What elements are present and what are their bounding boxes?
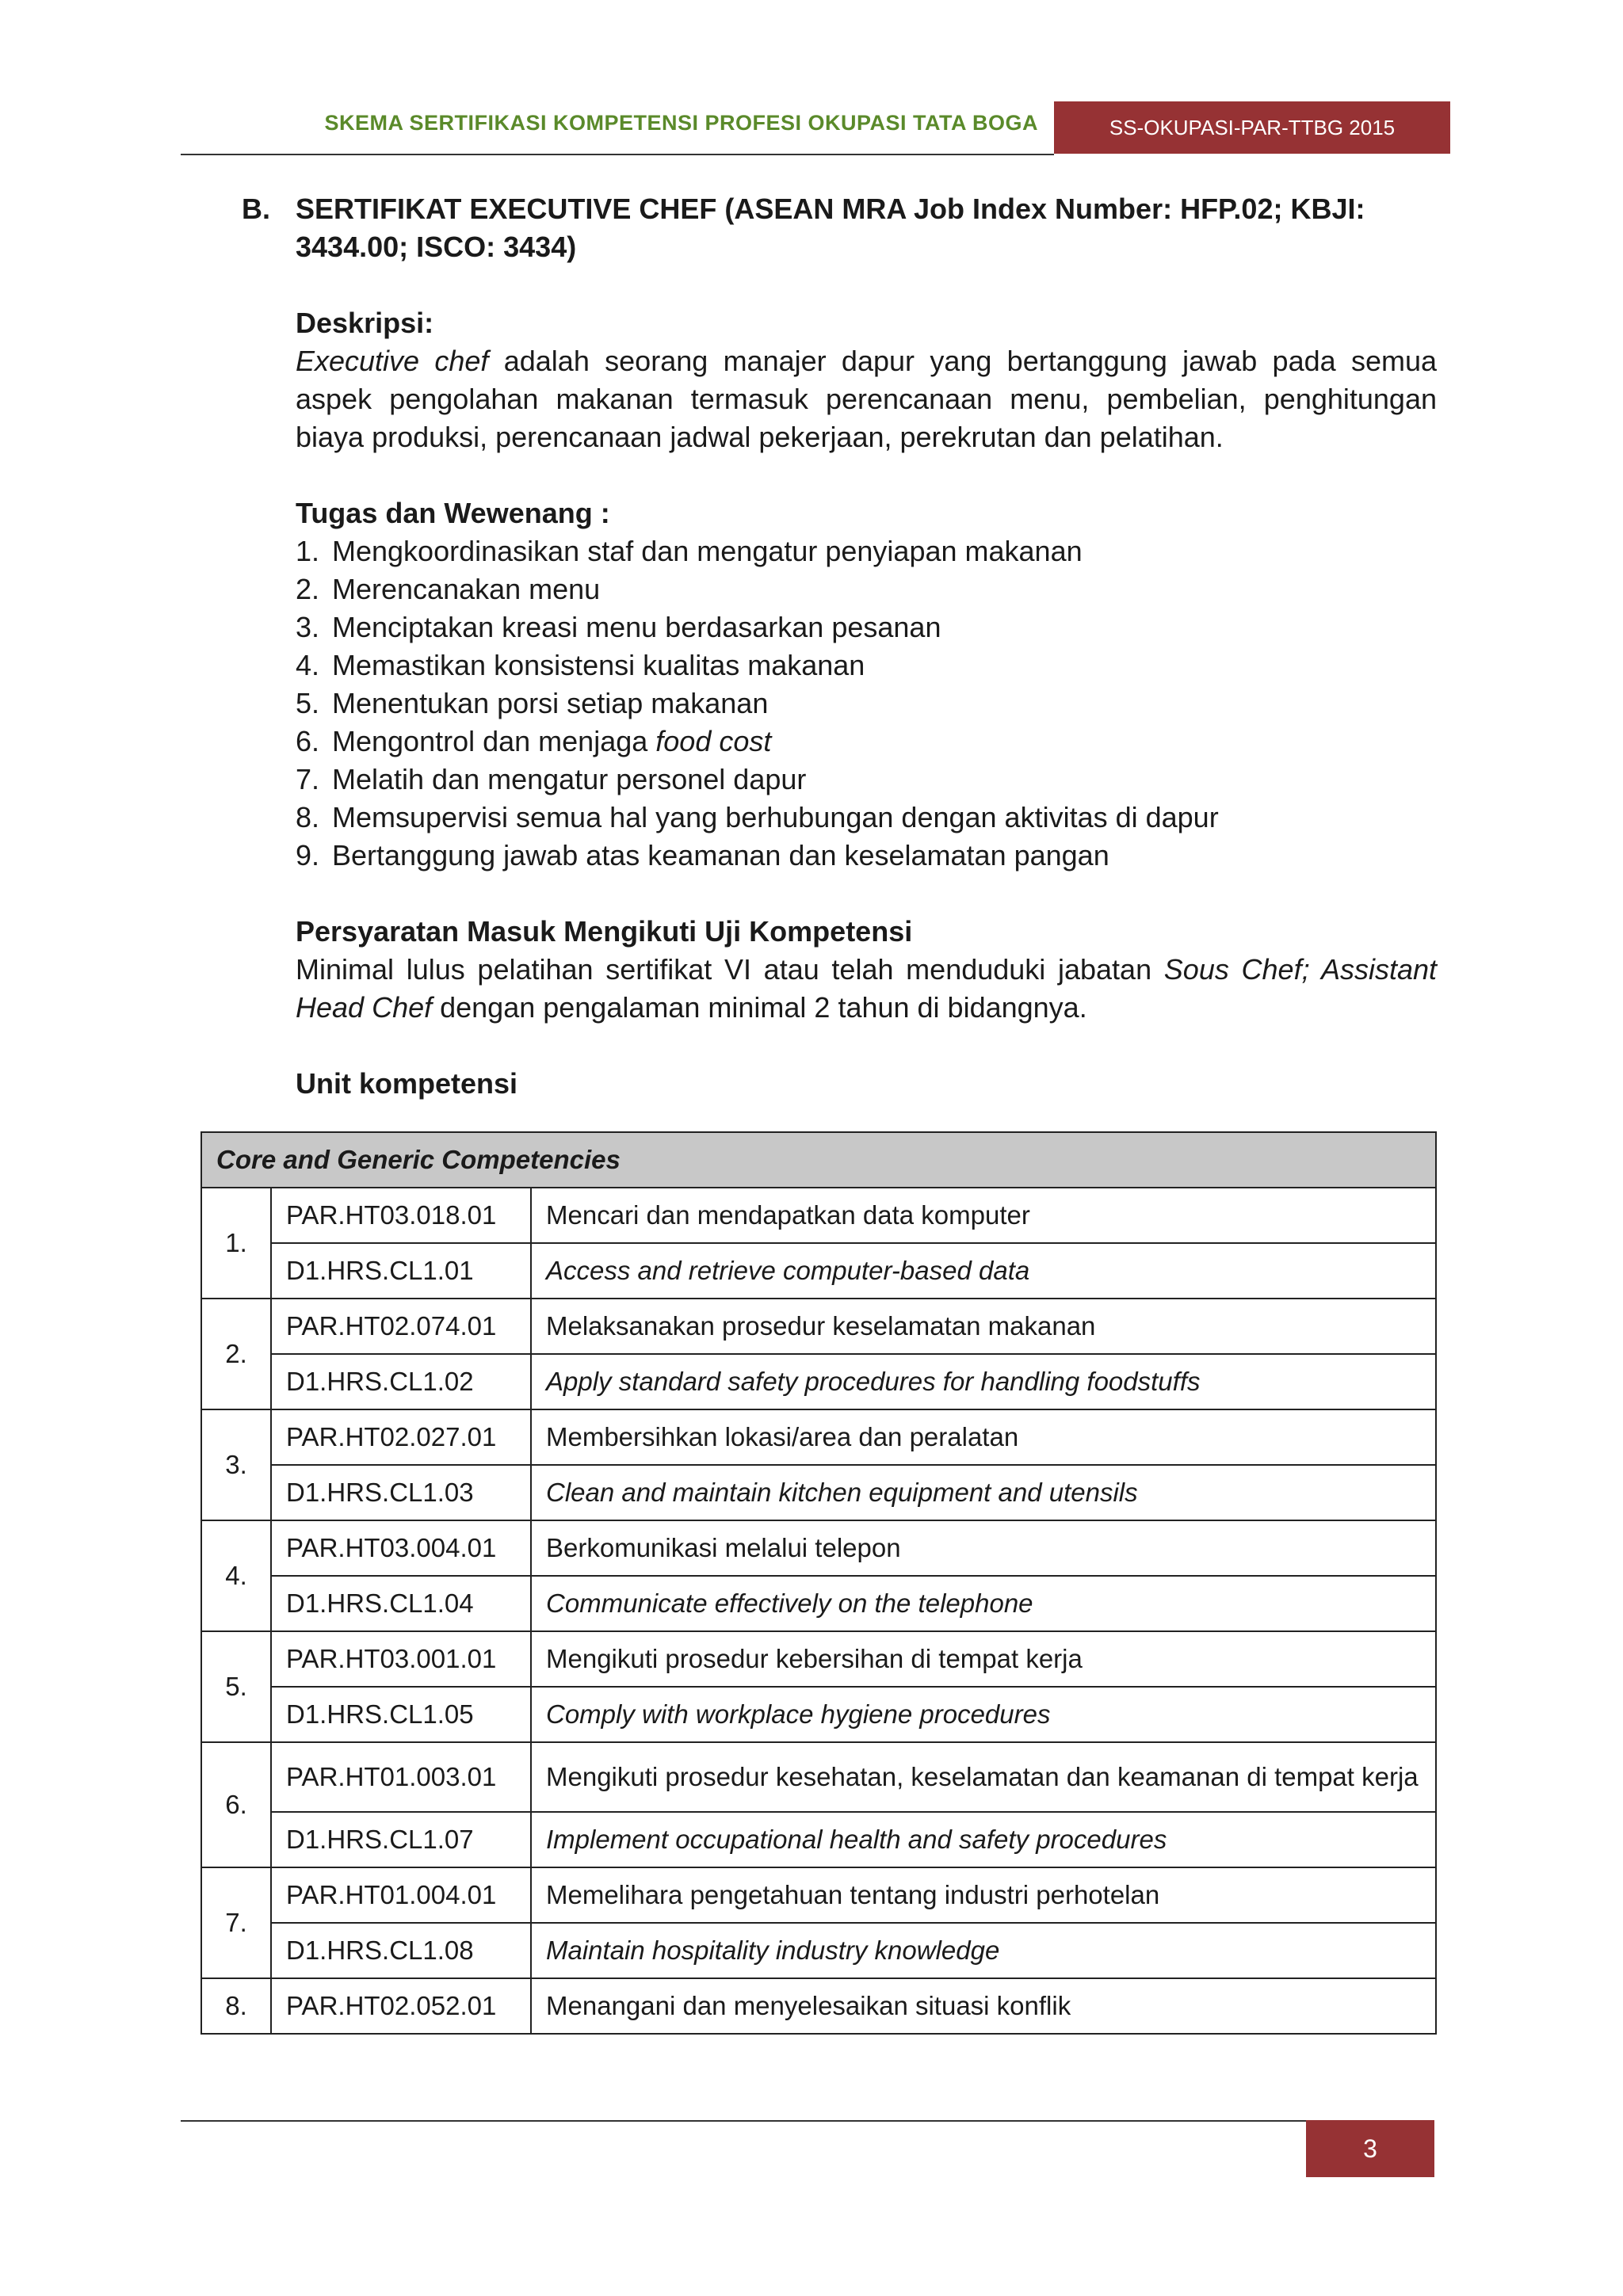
unit-code: PAR.HT03.004.01 [271, 1520, 531, 1576]
table-row [201, 1687, 1436, 1742]
list-item [296, 608, 1437, 646]
footer-divider [181, 2120, 1306, 2122]
table-row [201, 1923, 1436, 1978]
list-item [296, 799, 1437, 837]
list-item [296, 646, 1437, 685]
section-title-text: SERTIFIKAT EXECUTIVE CHEF (ASEAN MRA Job Index Number: HFP.02; KBJI: 3434.00; ISCO: 3434) [296, 193, 1365, 263]
list-text: Mengkoordinasikan staf dan mengatur penyiapan makanan [332, 535, 1083, 567]
row-number: 6. [201, 1742, 271, 1867]
list-item [296, 837, 1437, 875]
list-number: 3. [296, 611, 320, 643]
section-title [242, 190, 1437, 266]
list-number: 5. [296, 687, 320, 719]
row-number: 3. [201, 1409, 271, 1520]
list-text: Merencanakan menu [332, 573, 601, 605]
list-number: 6. [296, 725, 320, 757]
list-number: 7. [296, 763, 320, 795]
unit-code-asean: D1.HRS.CL1.03 [271, 1465, 531, 1520]
header-title: SKEMA SERTIFIKASI KOMPETENSI PROFESI OKUPASI TATA BOGA [324, 111, 1038, 135]
list-text: Mengontrol dan menjaga [332, 725, 656, 757]
unit-code: PAR.HT01.004.01 [271, 1867, 531, 1923]
list-text: Memastikan konsistensi kualitas makanan [332, 649, 865, 681]
table-row [201, 1812, 1436, 1867]
list-number: 2. [296, 573, 320, 605]
unit-title-id: Melaksanakan prosedur keselamatan makanan [531, 1299, 1436, 1354]
row-number: 1. [201, 1188, 271, 1299]
list-text: Memsupervisi semua hal yang berhubungan dengan aktivitas di dapur [332, 801, 1219, 833]
unit-title-en: Implement occupational health and safety procedures [531, 1812, 1436, 1867]
deskripsi-body: adalah seorang manajer dapur yang bertanggung jawab pada semua aspek pengolahan makanan termasuk perencanaan menu, pembelian, penghitungan biaya produksi, perencanaan jadwal pekerjaan, perekrutan dan pelatihan. [296, 345, 1437, 453]
list-item [296, 761, 1437, 799]
deskripsi-heading: Deskripsi: [296, 307, 434, 339]
row-number: 7. [201, 1867, 271, 1978]
persyaratan-pre: Minimal lulus pelatihan sertifikat VI atau telah menduduki jabatan [296, 953, 1164, 986]
table-row [201, 1465, 1436, 1520]
row-number: 4. [201, 1520, 271, 1631]
list-number: 4. [296, 649, 320, 681]
unit-code-asean: D1.HRS.CL1.04 [271, 1576, 531, 1631]
table-row [201, 1243, 1436, 1299]
list-item [296, 685, 1437, 723]
main-content [242, 190, 1437, 1103]
deskripsi-lead: Executive chef [296, 345, 489, 377]
unit-code: PAR.HT03.018.01 [271, 1188, 531, 1243]
unit-code-asean: D1.HRS.CL1.08 [271, 1923, 531, 1978]
unit-title-id: Berkomunikasi melalui telepon [531, 1520, 1436, 1576]
unit-title-en: Communicate effectively on the telephone [531, 1576, 1436, 1631]
table-header: Core and Generic Competencies [201, 1132, 1436, 1188]
table-row [201, 1867, 1436, 1923]
persyaratan-post: dengan pengalaman minimal 2 tahun di bidangnya. [432, 991, 1087, 1024]
list-number: 9. [296, 839, 320, 871]
unit-code-asean: D1.HRS.CL1.05 [271, 1687, 531, 1742]
table-row [201, 1520, 1436, 1576]
deskripsi-text [296, 342, 1437, 456]
table-row [201, 1978, 1436, 2034]
unit-title-id: Membersihkan lokasi/area dan peralatan [531, 1409, 1436, 1465]
tugas-heading: Tugas dan Wewenang : [296, 497, 610, 529]
persyaratan-text [296, 951, 1437, 1027]
unit-title-id: Memelihara pengetahuan tentang industri perhotelan [531, 1867, 1436, 1923]
unit-code: PAR.HT01.003.01 [271, 1742, 531, 1812]
unit-title-id: Mengikuti prosedur kesehatan, keselamatan dan keamanan di tempat kerja [531, 1742, 1436, 1812]
table-row [201, 1188, 1436, 1243]
table-row [201, 1742, 1436, 1812]
unit-title-id: Mengikuti prosedur kebersihan di tempat kerja [531, 1631, 1436, 1687]
persyaratan-italic: Sous Chef; Assistant Head Chef [296, 953, 1437, 1024]
row-number: 2. [201, 1299, 271, 1409]
list-text-italic: food cost [655, 725, 772, 757]
table-row [201, 1299, 1436, 1354]
unit-code: PAR.HT02.027.01 [271, 1409, 531, 1465]
list-item [296, 570, 1437, 608]
unit-title-en: Access and retrieve computer-based data [531, 1243, 1436, 1299]
list-text: Menciptakan kreasi menu berdasarkan pesanan [332, 611, 941, 643]
header-divider [181, 154, 1054, 155]
unit-code: PAR.HT03.001.01 [271, 1631, 531, 1687]
list-item [296, 532, 1437, 570]
table-row [201, 1576, 1436, 1631]
list-number: 1. [296, 535, 320, 567]
persyaratan-heading: Persyaratan Masuk Mengikuti Uji Kompetensi [296, 915, 913, 948]
unit-heading: Unit kompetensi [296, 1067, 518, 1100]
competency-table [200, 1131, 1437, 2035]
list-text: Melatih dan mengatur personel dapur [332, 763, 807, 795]
table-row [201, 1631, 1436, 1687]
deskripsi-block [296, 304, 1437, 1103]
section-letter: B. [242, 193, 270, 225]
unit-code: PAR.HT02.074.01 [271, 1299, 531, 1354]
unit-title-id: Menangani dan menyelesaikan situasi konflik [531, 1978, 1436, 2034]
row-number: 8. [201, 1978, 271, 2034]
unit-title-en: Clean and maintain kitchen equipment and utensils [531, 1465, 1436, 1520]
document-code-badge: SS-OKUPASI-PAR-TTBG 2015 [1054, 101, 1450, 154]
unit-code: PAR.HT02.052.01 [271, 1978, 531, 2034]
list-text: Bertanggung jawab atas keamanan dan keselamatan pangan [332, 839, 1109, 871]
unit-code-asean: D1.HRS.CL1.01 [271, 1243, 531, 1299]
unit-code-asean: D1.HRS.CL1.02 [271, 1354, 531, 1409]
list-item [296, 723, 1437, 761]
unit-title-en: Comply with workplace hygiene procedures [531, 1687, 1436, 1742]
row-number: 5. [201, 1631, 271, 1742]
table-row [201, 1354, 1436, 1409]
tugas-list [296, 532, 1437, 875]
unit-title-id: Mencari dan mendapatkan data komputer [531, 1188, 1436, 1243]
list-text: Menentukan porsi setiap makanan [332, 687, 769, 719]
unit-code-asean: D1.HRS.CL1.07 [271, 1812, 531, 1867]
list-number: 8. [296, 801, 320, 833]
unit-title-en: Apply standard safety procedures for handling foodstuffs [531, 1354, 1436, 1409]
table-row [201, 1409, 1436, 1465]
page-number: 3 [1306, 2120, 1434, 2177]
unit-title-en: Maintain hospitality industry knowledge [531, 1923, 1436, 1978]
